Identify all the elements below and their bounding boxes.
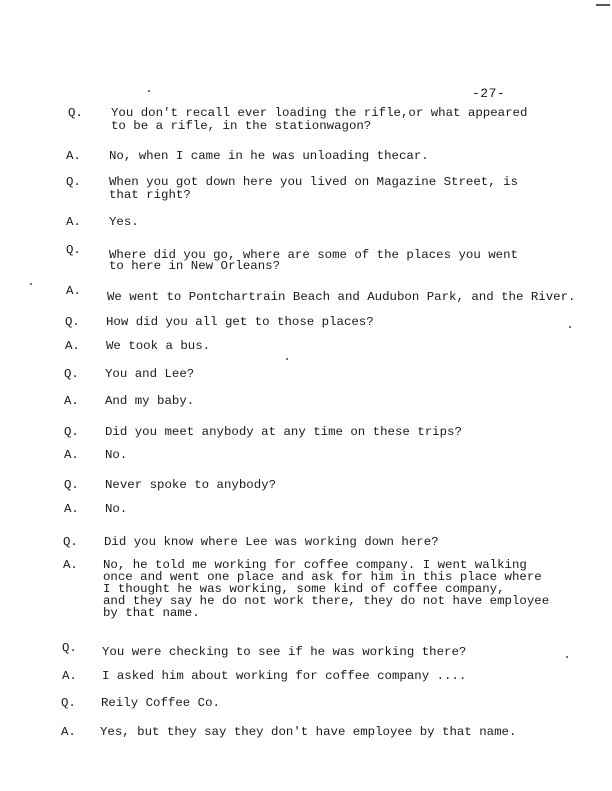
speaker-label: Q.	[63, 535, 78, 549]
entry-line: that right?	[109, 188, 191, 202]
speaker-label: A.	[64, 394, 79, 408]
speaker-label: Q.	[65, 315, 80, 329]
entry-line: We went to Pontchartrain Beach and Audubon Park, and the River.	[107, 290, 576, 304]
speaker-label: Q.	[68, 106, 83, 120]
speaker-label: Q.	[61, 696, 76, 710]
entry-line: You and Lee?	[105, 367, 195, 381]
speaker-label: Q.	[64, 425, 79, 439]
speaker-label: A.	[65, 339, 80, 353]
entry-line: When you got down here you lived on Magazine Street, is	[109, 175, 518, 189]
entry-line: We took a bus.	[106, 339, 211, 353]
speck-mark	[566, 656, 568, 658]
entry-line: I asked him about working for coffee company ....	[102, 669, 467, 683]
entry-line: I thought he was working, some kind of coffee company,	[103, 582, 505, 596]
speck-mark	[148, 90, 150, 92]
speaker-label: A.	[63, 558, 78, 572]
speck-mark	[30, 283, 32, 285]
speaker-label: A.	[61, 725, 76, 739]
speaker-label: Q.	[64, 367, 79, 381]
speaker-label: A.	[62, 669, 77, 683]
entry-line: Yes, but they say they don't have employee by that name.	[100, 725, 517, 739]
entry-line: No.	[105, 448, 128, 462]
speaker-label: Q.	[66, 175, 81, 189]
entry-line: No, when I came in he was unloading thecar.	[109, 149, 429, 163]
entry-line: No.	[105, 502, 128, 516]
entry-line: Yes.	[109, 215, 139, 229]
entry-line: You don't recall ever loading the rifle,or what appeared	[111, 106, 528, 120]
entry-line: Did you meet anybody at any time on these trips?	[105, 425, 462, 439]
entry-line: Never spoke to anybody?	[105, 478, 277, 492]
entry-line: by that name.	[103, 606, 200, 620]
speck-mark	[286, 358, 288, 360]
speaker-label: Q.	[62, 641, 77, 655]
entry-line: to be a rifle, in the stationwagon?	[111, 119, 372, 133]
speck-mark	[569, 326, 571, 328]
entry-line: to here in New Orleans?	[109, 259, 281, 273]
speaker-label: A.	[66, 149, 81, 163]
entry-line: Where did you go, where are some of the places you went	[109, 248, 518, 262]
page-number: -27-	[472, 86, 506, 101]
entry-line: and they say he do not work there, they do not have employee	[103, 594, 550, 608]
entry-line: Did you know where Lee was working down here?	[104, 535, 439, 549]
speaker-label: A.	[66, 284, 81, 298]
speaker-label: A.	[66, 215, 81, 229]
entry-line: You were checking to see if he was working there?	[102, 645, 467, 659]
speaker-label: A.	[64, 448, 79, 462]
entry-line: No, he told me working for coffee company. I went walking	[103, 558, 527, 572]
speaker-label: Q.	[64, 478, 79, 492]
corner-mark	[596, 4, 610, 6]
entry-line: How did you all get to those places?	[106, 315, 374, 329]
entry-line: once and went one place and ask for him in this place where	[103, 570, 542, 584]
speaker-label: Q.	[66, 243, 81, 257]
speaker-label: A.	[64, 502, 79, 516]
entry-line: Reily Coffee Co.	[101, 696, 220, 710]
entry-line: And my baby.	[105, 394, 195, 408]
